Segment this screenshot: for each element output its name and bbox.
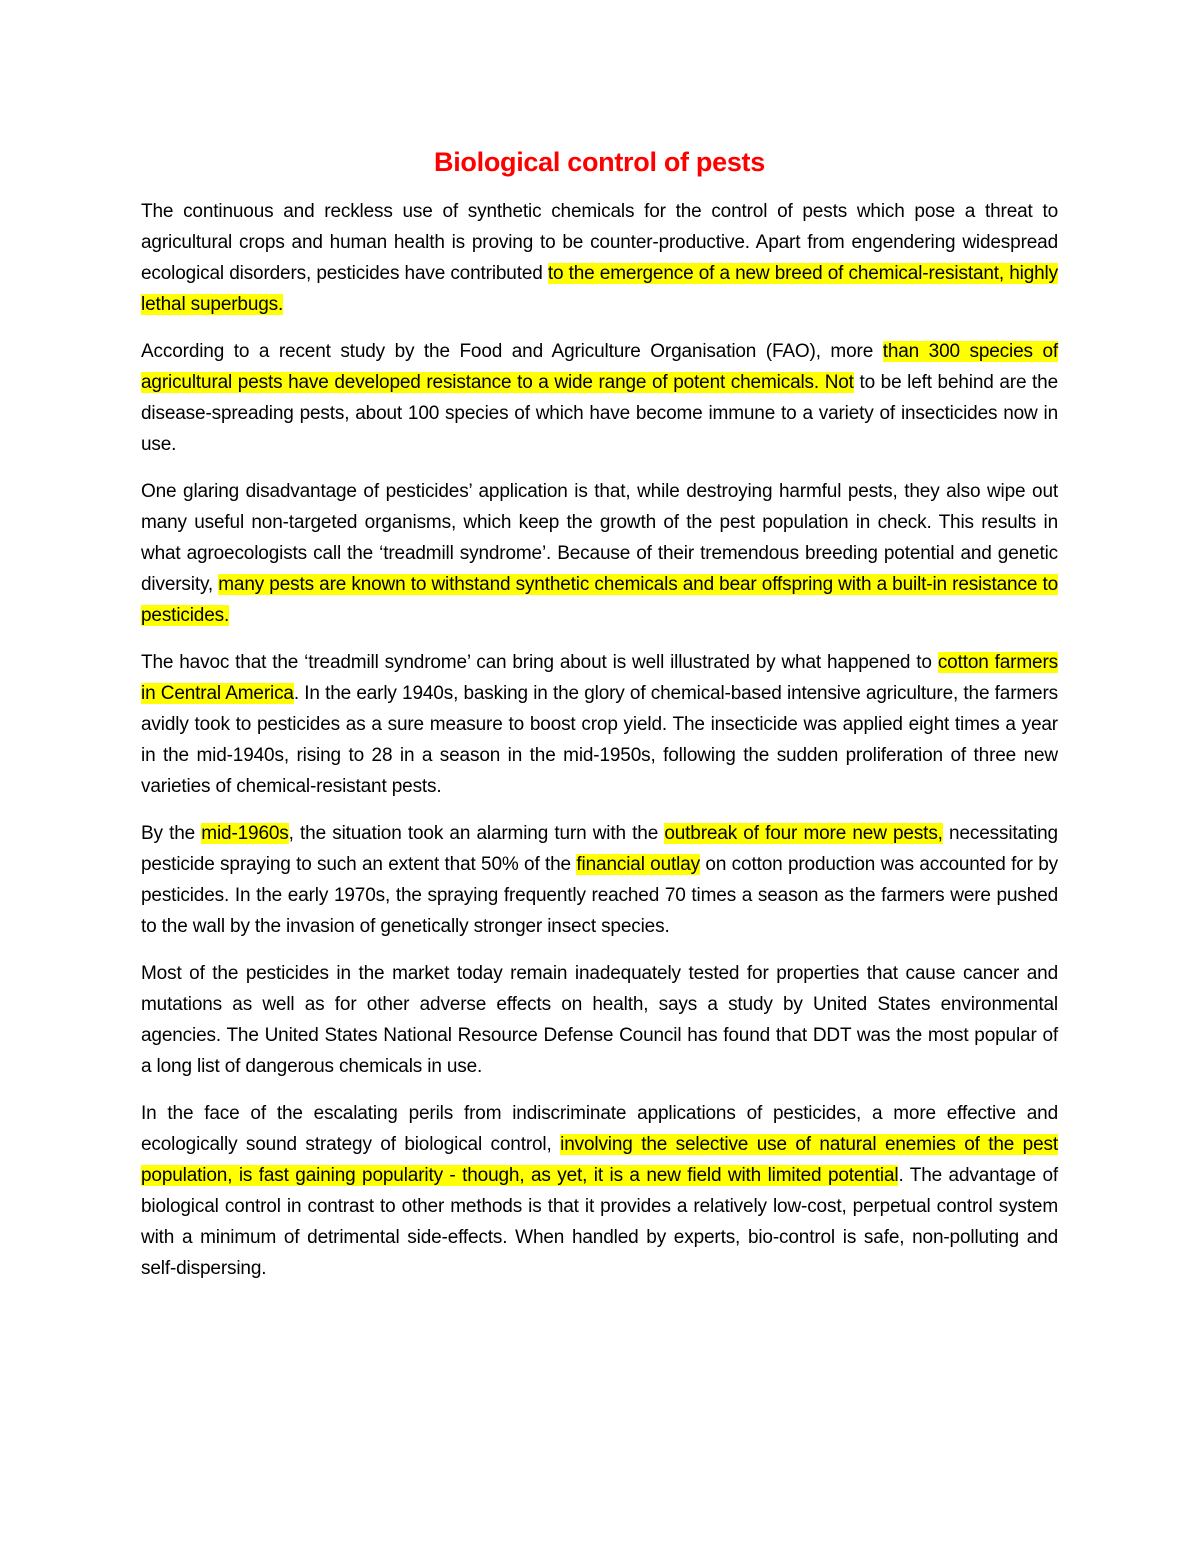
paragraph (141, 196, 1058, 320)
paragraph (141, 1098, 1058, 1284)
document-page (141, 140, 1058, 1300)
text-run: on cotton production was accounted for by pesticides. In the early 1970s, the spraying frequently reached 70 times a season as the farmers were pushed to the wall by the invasion of genetically stronger insect species. (141, 854, 1059, 937)
text-run: The continuous and reckless use of synthetic chemicals for the control of pests which pose a threat to agricultural crops and human health is proving to be counter-productive. Apart from engendering widespread ecological disorders, pesticides have contributed (141, 201, 1058, 284)
highlighted-text: cotton farmers in Central America (141, 652, 1058, 704)
text-run: According to a recent study by the Food and Agriculture Organisation (FAO), more (141, 341, 883, 362)
highlighted-text: many pests are known to withstand synthetic chemicals and bear offspring with a built-in resistance to pesticides. (141, 574, 1058, 626)
highlighted-text: than 300 species of agricultural pests have developed resistance to a wide range of potent chemicals. Not (141, 341, 1058, 393)
paragraph (141, 476, 1058, 631)
paragraph (141, 647, 1058, 802)
text-run: . The advantage of biological control in contrast to other methods is that it provides a relatively low-cost, perpetual control system with a minimum of detrimental side-effects. When handled by experts, bio-control is safe, non-polluting and self-dispersing. (141, 1165, 1059, 1279)
text-run: By the (141, 823, 202, 844)
text-run: The havoc that the ‘treadmill syndrome’ can bring about is well illustrated by what happened to (141, 652, 938, 673)
document-body (141, 196, 1058, 1284)
text-run: In the face of the escalating perils from indiscriminate applications of pesticides, a more effective and ecologically sound strategy of biological control, (141, 1103, 1058, 1155)
highlighted-text: financial outlay (576, 854, 700, 875)
text-run: . In the early 1940s, basking in the glory of chemical-based intensive agriculture, the farmers avidly took to pesticides as a sure measure to boost crop yield. The insecticide was applied eight times a year in the mid-1940s, rising to 28 in a season in the mid-1950s, following the sudden proliferation of three new varieties of chemical-resistant pests. (141, 683, 1058, 797)
highlighted-text: outbreak of four more new pests, (664, 823, 943, 844)
text-run: to be left behind are the disease-spreading pests, about 100 species of which have become immune to a variety of insecticides now in use. (141, 372, 1058, 455)
highlighted-text: to the emergence of a new breed of chemical-resistant, highly lethal superbugs. (141, 263, 1058, 315)
paragraph (141, 336, 1058, 460)
text-run: , the situation took an alarming turn with the (288, 823, 665, 844)
paragraph (141, 958, 1058, 1082)
highlighted-text: mid-1960s (201, 823, 289, 844)
text-run: necessitating pesticide spraying to such an extent that 50% of the (141, 823, 1058, 875)
highlighted-text: involving the selective use of natural enemies of the pest population, is fast gaining popularity - though, as yet, it is a new field with limited potential (141, 1134, 1058, 1186)
paragraph (141, 818, 1058, 942)
text-run: Most of the pesticides in the market today remain inadequately tested for properties that cause cancer and mutations as well as for other adverse effects on health, says a study by United States environmental agencies. The United States National Resource Defense Council has found that DDT was the most popular of a long list of dangerous chemicals in use. (141, 963, 1058, 1077)
text-run: One glaring disadvantage of pesticides’ application is that, while destroying harmful pests, they also wipe out many useful non-targeted organisms, which keep the growth of the pest population in check. This results in what agroecologists call the ‘treadmill syndrome’. Because of their tremendous breeding potential and genetic diversity, (141, 481, 1058, 595)
document-title: Biological control of pests (434, 147, 765, 177)
